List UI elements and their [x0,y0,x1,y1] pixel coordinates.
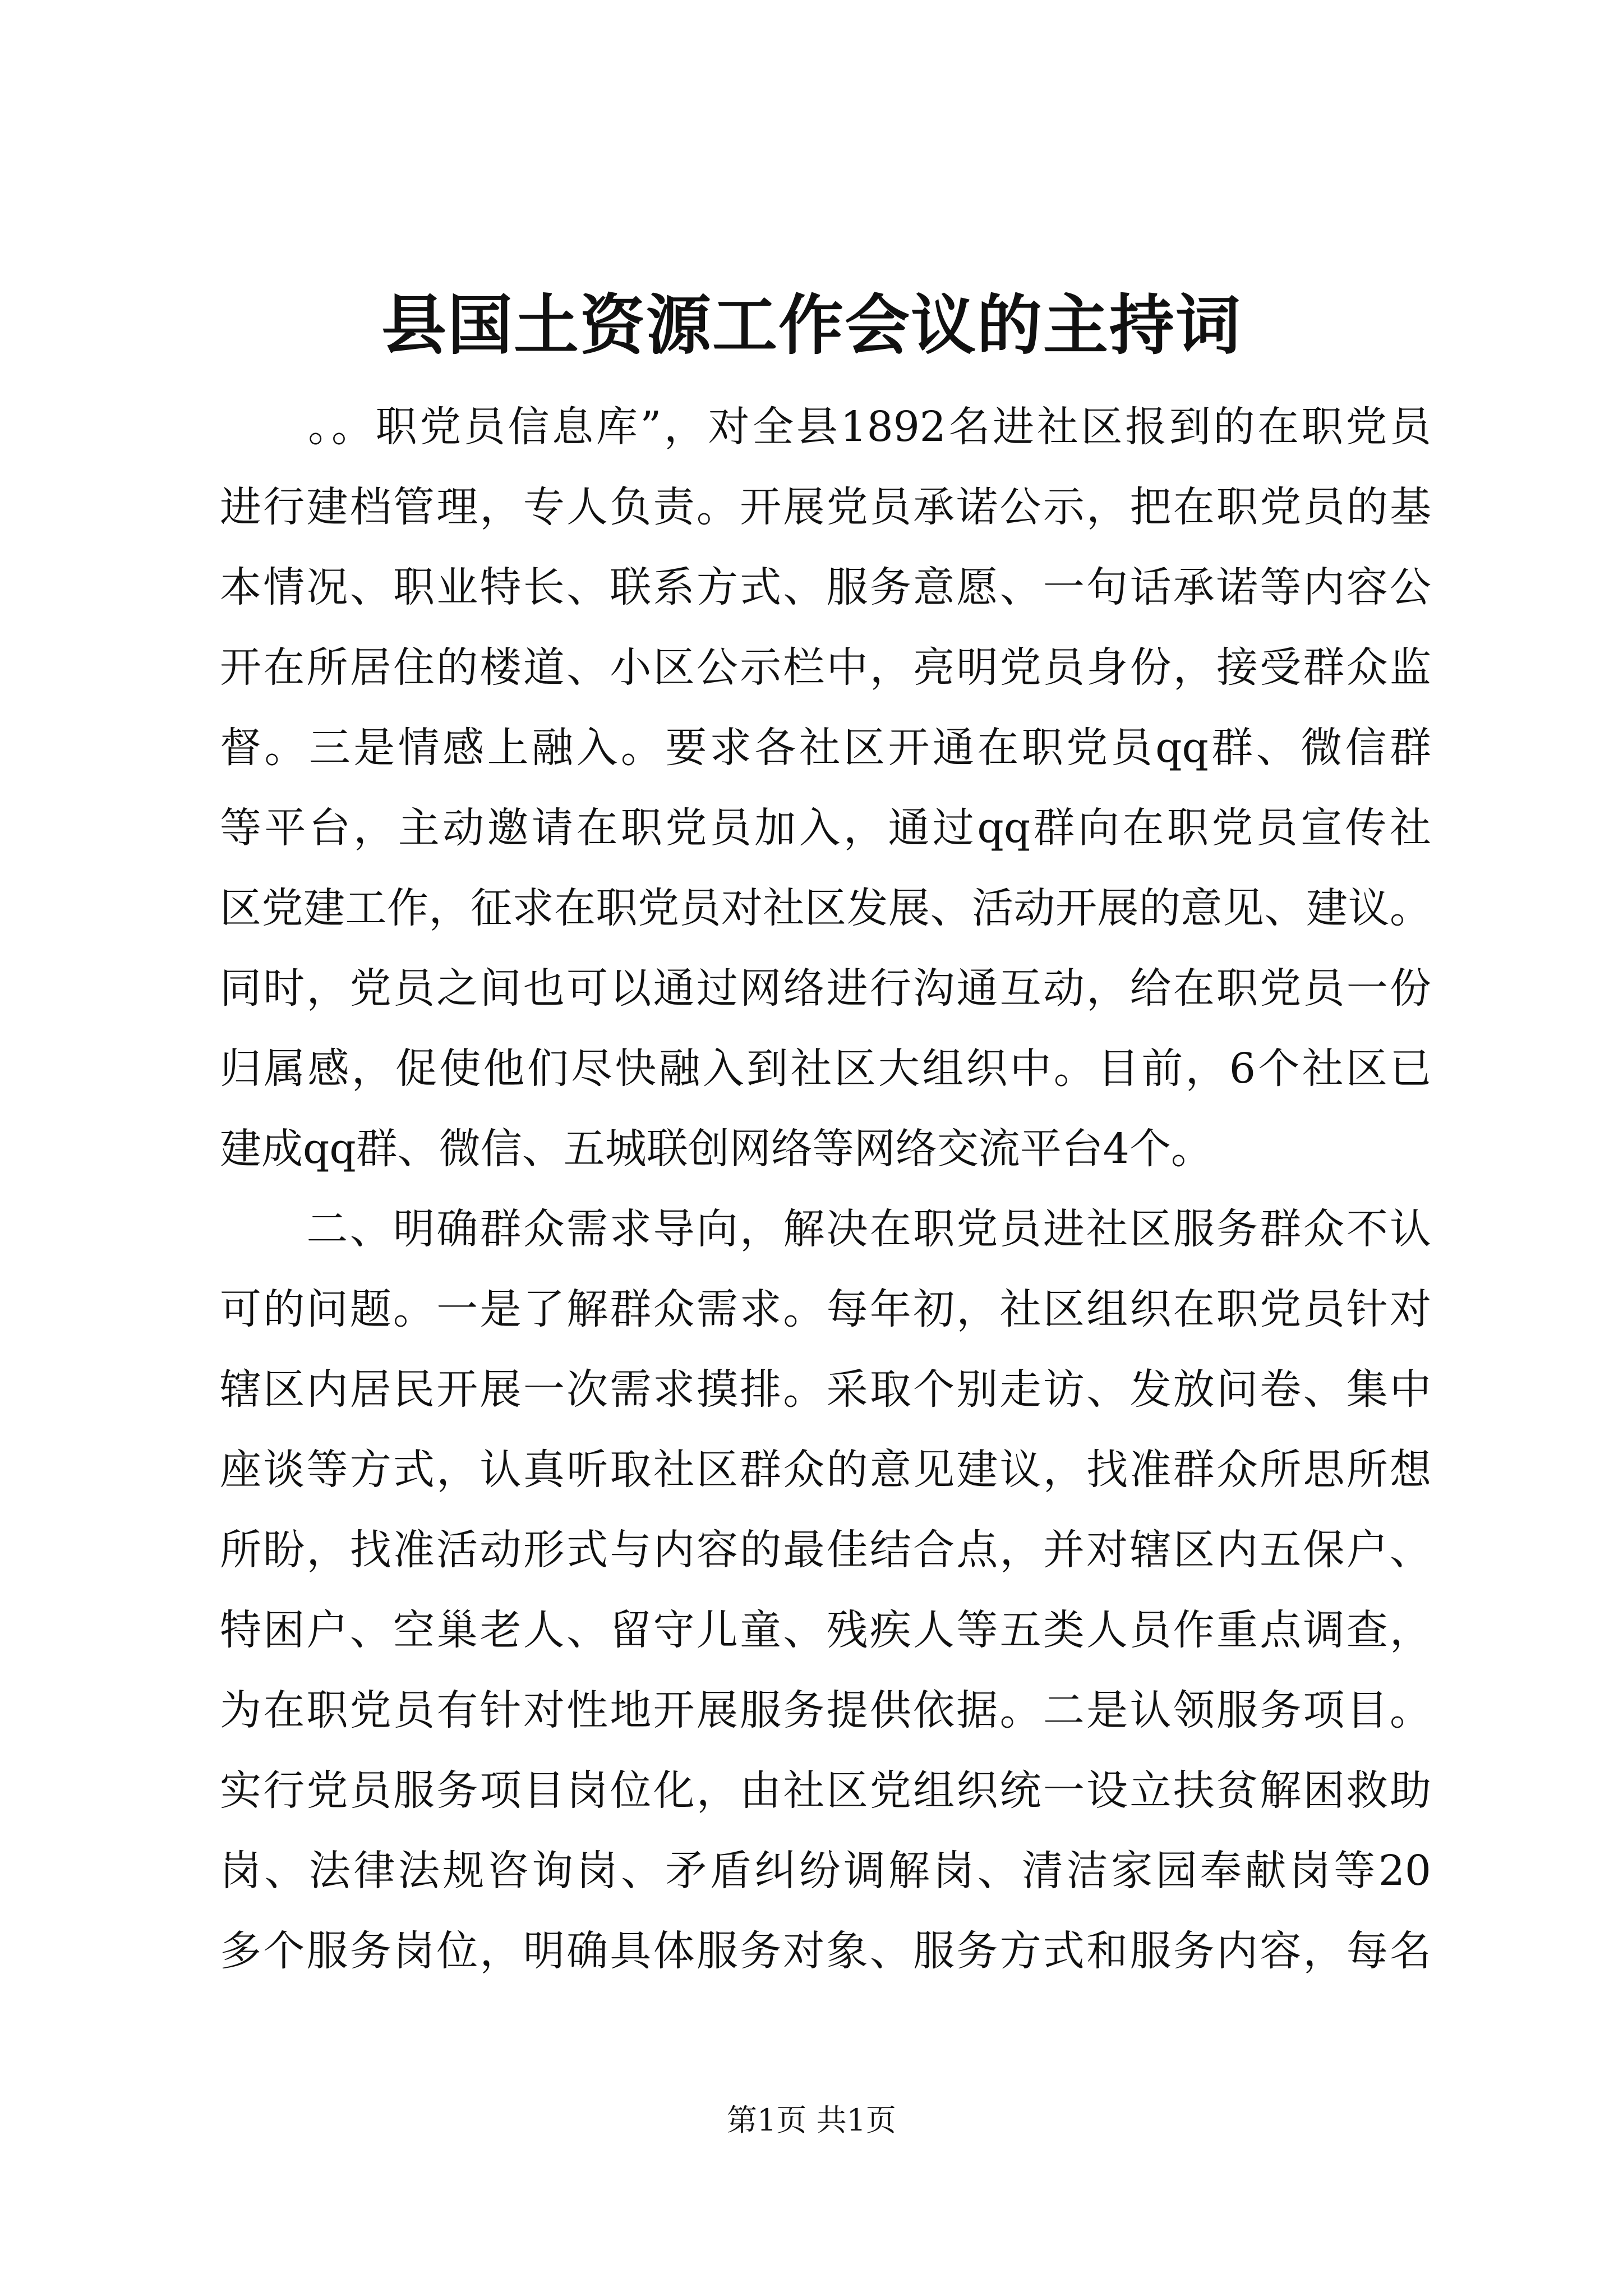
body-line: 建成qq群、微信、五城联创网络等网络交流平台4个。 [220,1125,1212,1173]
body-line: 归属感，促使他们尽快融入到社区大组织中。目前，6个社区已 [220,1045,1431,1093]
body-line: 区党建工作，征求在职党员对社区发展、活动开展的意见、建议。 [220,884,1431,932]
body-line: 进行建档管理，专人负责。开展党员承诺公示，把在职党员的基 [220,483,1431,531]
body-line: 可的问题。一是了解群众需求。每年初，社区组织在职党员针对 [220,1285,1431,1333]
body-line: 等平台，主动邀请在职党员加入，通过qq群向在职党员宣传社 [220,804,1431,852]
document-body [220,387,1431,1991]
page-footer: 第1页 共1页 [727,2102,896,2138]
body-line: 多个服务岗位，明确具体服务对象、服务方式和服务内容，每名 [220,1927,1431,1975]
body-line: 。。职党员信息库”，对全县1892名进社区报到的在职党员 [220,403,1431,451]
body-line: 同时，党员之间也可以通过网络进行沟通互动，给在职党员一份 [220,964,1431,1013]
body-line: 实行党员服务项目岗位化，由社区党组织统一设立扶贫解困救助 [220,1766,1431,1815]
body-line: 开在所居住的楼道、小区公示栏中，亮明党员身份，接受群众监 [220,643,1431,692]
body-line: 督。三是情感上融入。要求各社区开通在职党员qq群、微信群 [220,724,1431,772]
body-line: 所盼，找准活动形式与内容的最佳结合点，并对辖区内五保户、 [220,1526,1431,1574]
body-line: 二、明确群众需求导向，解决在职党员进社区服务群众不认 [220,1205,1431,1253]
body-line: 特困户、空巢老人、留守儿童、残疾人等五类人员作重点调查， [220,1606,1431,1654]
body-line: 岗、法律法规咨询岗、矛盾纠纷调解岗、清洁家园奉献岗等20 [220,1847,1431,1895]
document-title: 县国土资源工作会议的主持词 [381,287,1242,364]
body-line: 为在职党员有针对性地开展服务提供依据。二是认领服务项目。 [220,1686,1431,1734]
body-line: 本情况、职业特长、联系方式、服务意愿、一句话承诺等内容公 [220,563,1431,611]
body-line: 辖区内居民开展一次需求摸排。采取个别走访、发放问卷、集中 [220,1365,1431,1414]
body-line: 座谈等方式，认真听取社区群众的意见建议，找准群众所思所想 [220,1446,1431,1494]
